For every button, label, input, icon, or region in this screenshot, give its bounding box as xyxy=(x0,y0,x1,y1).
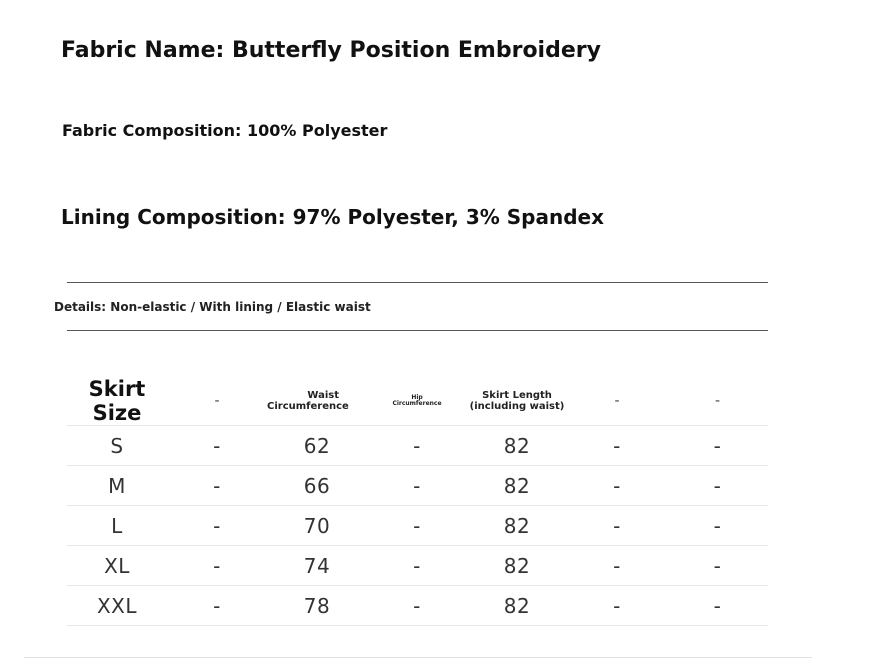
header-hip xyxy=(367,377,467,426)
cell-col-7: - xyxy=(667,546,768,586)
header-waist-line1: Waist xyxy=(307,390,339,401)
header-col-2: - xyxy=(167,377,267,426)
cell-length: 82 xyxy=(467,426,567,466)
header-length-line2: (including waist) xyxy=(469,401,565,412)
cell-col-7: - xyxy=(667,466,768,506)
cell-length: 82 xyxy=(467,466,567,506)
header-skirt-size: Skirt Size xyxy=(67,377,167,426)
header-col-6: - xyxy=(567,377,667,426)
cell-size: XL xyxy=(67,546,167,586)
cell-size: L xyxy=(67,506,167,546)
cell-waist: 74 xyxy=(267,546,367,586)
fabric-name: Fabric Name: Butterfly Position Embroidery xyxy=(61,38,601,63)
header-skirt-length xyxy=(467,377,567,426)
cell-hip: - xyxy=(367,546,467,586)
header-col-7: - xyxy=(667,377,768,426)
lining-composition: Lining Composition: 97% Polyester, 3% Spandex xyxy=(61,205,604,229)
divider-bottom xyxy=(67,330,768,331)
cell-size: S xyxy=(67,426,167,466)
cell-col-6: - xyxy=(567,546,667,586)
table-row xyxy=(67,546,768,586)
table-header-row xyxy=(67,377,768,426)
cell-size: M xyxy=(67,466,167,506)
cell-length: 82 xyxy=(467,506,567,546)
cell-col-7: - xyxy=(667,506,768,546)
cell-length: 82 xyxy=(467,546,567,586)
table-row xyxy=(67,506,768,546)
cell-hip: - xyxy=(367,426,467,466)
cell-hip: - xyxy=(367,506,467,546)
cell-col-6: - xyxy=(567,466,667,506)
header-length-line1: Skirt Length xyxy=(482,390,552,401)
table-row xyxy=(67,466,768,506)
header-hip-line2: Circumference xyxy=(392,400,442,407)
cell-col-2: - xyxy=(167,546,267,586)
table-row xyxy=(67,586,768,626)
cell-col-7: - xyxy=(667,426,768,466)
cell-col-2: - xyxy=(167,506,267,546)
cell-size: XXL xyxy=(67,586,167,626)
footer-divider xyxy=(24,657,812,658)
cell-col-2: - xyxy=(167,426,267,466)
cell-waist: 62 xyxy=(267,426,367,466)
details-text: Details: Non-elastic / With lining / Elastic waist xyxy=(54,300,371,314)
cell-length: 82 xyxy=(467,586,567,626)
table-row xyxy=(67,426,768,466)
cell-col-6: - xyxy=(567,426,667,466)
cell-col-7: - xyxy=(667,586,768,626)
cell-col-2: - xyxy=(167,466,267,506)
header-waist xyxy=(267,377,367,426)
cell-waist: 66 xyxy=(267,466,367,506)
cell-waist: 70 xyxy=(267,506,367,546)
header-waist-line2: Circumference xyxy=(267,401,349,412)
cell-hip: - xyxy=(367,586,467,626)
divider-top xyxy=(67,282,768,283)
cell-waist: 78 xyxy=(267,586,367,626)
cell-col-6: - xyxy=(567,586,667,626)
cell-col-6: - xyxy=(567,506,667,546)
size-table xyxy=(67,377,768,626)
cell-hip: - xyxy=(367,466,467,506)
cell-col-2: - xyxy=(167,586,267,626)
header-hip-line1: Hip xyxy=(411,394,423,401)
fabric-composition: Fabric Composition: 100% Polyester xyxy=(62,121,388,140)
